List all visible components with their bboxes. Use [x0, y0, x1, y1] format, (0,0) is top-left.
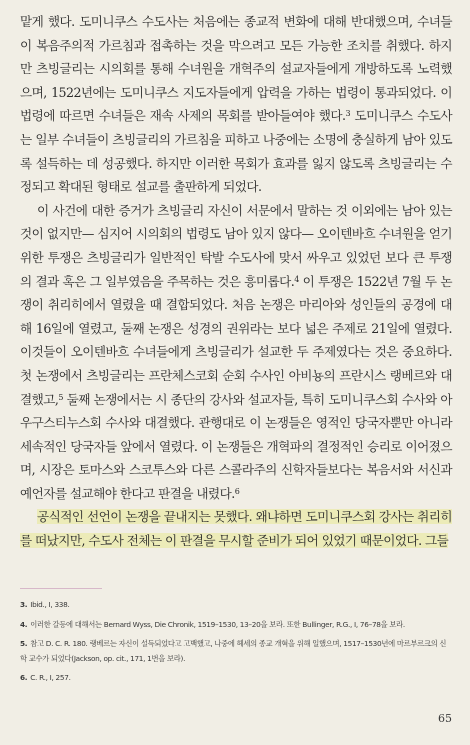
footnote-4: 4. 이러한 갈등에 대해서는 Bernard Wyss, Die Chronik, 1519–1530, 13–20을 보라. 또한 Bullinger, R.G., I, 76–78을 보라. — [20, 619, 405, 629]
footnote-6: 6. C. R., I, 257. — [20, 673, 71, 682]
paragraph-1: 맡게 했다. 도미니쿠스 수도사는 처음에는 종교적 변화에 대해 반대했으며, 수녀들이 복음주의적 가르침과 접촉하는 것을 막으려고 모든 가능한 조치를 취했다. 하지만 츠빙글리는 시의회를 통해 수녀원을 개혁주의 설교자들에게 개방하도록 노력했으며, 1522년에는 도미니쿠스 지도자들에게 압력을 가하는 법령이 통과되었다. 이 법령에 따르면 수녀들은 재속 사제의 목회를 받아들여야 했다.$^3$ 도미니쿠스 수도사는 일부 수녀들이 츠빙글리의 가르침을 피하고 나중에는 소명에 충실하게 남아 있도록 설득하는 데 성공했다. 하지만 이러한 목회가 효과를 잃지 않도록 츠빙글리는 수정되고 확대된 형태로 설교를 출판하게 되었다. — [20, 14, 452, 195]
footnote-3: 3. Ibid., I, 338. — [20, 600, 70, 609]
highlighted-text: 공식적인 선언이 논쟁을 끝내지는 못했다. 왜냐하면 도미니쿠스회 강사는 취리히를 떠났지만, 수도사 전체는 이 판결을 무시할 준비가 되어 있었기 때문이었다. 그들 — [20, 509, 452, 549]
paragraph-2: 이 사건에 대한 증거가 츠빙글리 자신이 서문에서 말하는 것 이외에는 남아 있는 것이 없지만— 심지어 시의회의 법령도 남아 있지 않다— 오이텐바흐 수녀원을 얻기 위한 투쟁은 츠빙글리가 일반적인 탁발 수도사에 맞서 싸우고 있었던 보다 큰 투쟁의 결과 혹은 그 일부였음을 주목하는 것은 흥미롭다.$^4$ 이 투쟁은 1522년 7월 두 논쟁이 취리히에서 열렸을 때 결합되었다. 처음 논쟁은 마리아와 성인들의 공경에 대해 16일에 열렸고, 둘째 논쟁은 성경의 권위라는 보다 넓은 주제로 21일에 열렸다. 이것들이 오이텐바흐 수녀들에게 츠빙글리가 설교한 두 주제였다는 것은 중요하다. 첫 논쟁에서 츠빙글리는 프란체스코회 순회 수사인 아비뇽의 프란시스 랭베르와 대결했고,$^5$ 둘째 논쟁에서는 시 종단의 강사와 설교자들, 특히 도미니쿠스회 수사와 아우구스티누스회 수사와 대결했다. 관행대로 이 논쟁들은 영적인 당국자뿐만 아니라 세속적인 당국자들 앞에서 열렸다. 이 논쟁들은 개혁파의 결정적인 승리로 이어졌으며, 시장은 토마스와 스코투스와 다른 스콜라주의 신학자들보다는 복음서와 서신과 예언자를 설교해야 한다고 판결을 내렸다.$^6$ — [20, 202, 452, 501]
footnote-divider — [20, 588, 102, 589]
footnote-5: 5. 참고 D. C. R. 180. 랭베르는 자신이 설득되었다고 고백했고, 나중에 헤세의 종교 개혁을 위해 일했으며, 1517–1530년에 마르부르크의 신학 교수가 되었다(Jackson, op. cit., 171, 1번을 보라). — [20, 639, 447, 663]
footnotes-section — [20, 598, 452, 691]
page-number: 65 — [438, 712, 452, 725]
footnote-ref-6[interactable]: 6 — [234, 486, 240, 496]
footnote-ref-3[interactable]: 3 — [345, 109, 351, 119]
footnote-ref-5[interactable]: 5 — [58, 392, 63, 402]
main-text — [20, 10, 452, 553]
footnote-ref-4[interactable]: 4 — [294, 274, 299, 284]
paragraph-3 — [20, 505, 452, 552]
